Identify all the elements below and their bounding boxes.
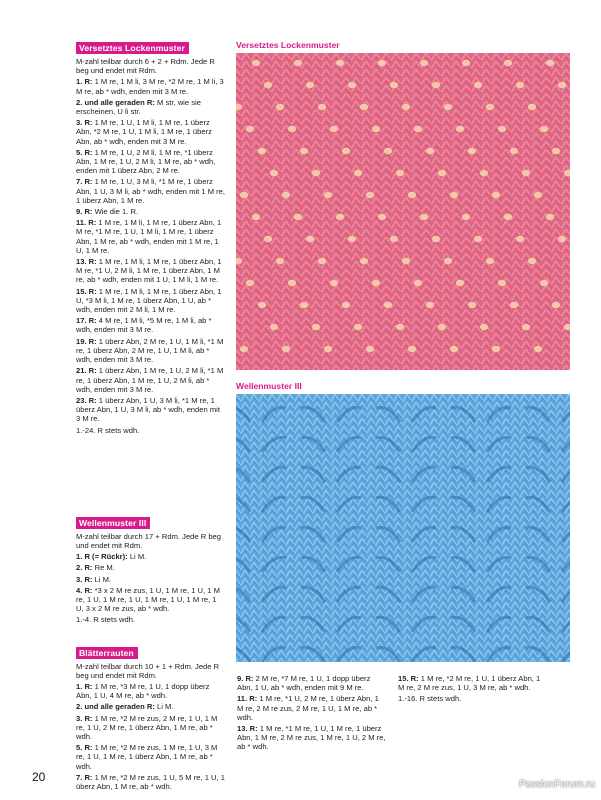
row-text: 1 M re, *1 M re, 1 U, 1 M re, 1 überz Abn, 1 M re, 2 M re zus, 1 M re, 1 U, 2 M re, ab * wdh. (237, 724, 386, 752)
instruction-row (76, 77, 226, 95)
eyelet-hole (366, 346, 374, 352)
row-text: 1 M re, 1 M li, 1 M re, 1 überz Abn, 1 M re, *1 M re, 1 U, 1 M li, 1 M re, 1 überz Abn, 1 M re, ab * wdh, enden mit 1 M re, 1 U, 1 M re. (76, 218, 222, 255)
eyelet-hole (402, 258, 410, 264)
row-text: 2 M re, *7 M re, 1 U, 1 dopp überz Abn, 1 U, ab * wdh, enden mit 9 M re. (237, 674, 371, 693)
eyelet-hole (240, 346, 248, 352)
instruction-row (76, 586, 226, 614)
row-label: 17. R: (76, 316, 97, 326)
instruction-row (76, 118, 226, 146)
instruction-row (76, 714, 226, 742)
eyelet-hole (390, 236, 398, 242)
eyelet-hole (528, 258, 536, 264)
row-text: Li M. (92, 574, 112, 584)
row-text: 1 M re, 1 U, 3 M li, *1 M re, 1 überz Abn, 1 U, 3 M li, ab * wdh, enden mit 1 M re, 1 überz Abn, 1 M re. (76, 177, 225, 205)
eyelet-hole (540, 280, 548, 286)
eyelet-hole (282, 192, 290, 198)
instruction-row (398, 694, 548, 703)
row-text: *3 x 2 M re zus, 1 U, 1 M re, 1 U, 1 M re, 1 U, 1 M re, 1 U, 1 M re, 1 U, 1 M re, 1 U, 3 x 2 M re zus, ab * wdh. (76, 585, 220, 614)
eyelet-hole (492, 192, 500, 198)
eyelet-hole (366, 192, 374, 198)
eyelet-hole (252, 60, 260, 66)
instruction-row (76, 177, 226, 205)
instruction-row (76, 257, 226, 285)
eyelet-hole (420, 214, 428, 220)
row-text: 1 M re, *1 U, 2 M re, 1 überz Abn, 1 M re, 2 M re zus, 2 M re, 1 U, 1 M re, ab * wdh. (237, 694, 379, 722)
row-text: Wie die 1. R. (92, 207, 139, 217)
instruction-row (76, 532, 226, 550)
row-text: 1 überz Abn, 2 M re, 1 U, 1 M li, *1 M re, 1 überz Abn, 2 M re, 1 U, 1 M li, ab * wdh, enden mit 3 M re. (76, 336, 224, 365)
eyelet-hole (510, 148, 518, 154)
eyelet-hole (384, 302, 392, 308)
row-label: 11. R: (237, 694, 258, 704)
eyelet-hole (456, 280, 464, 286)
knit-photo-blue (236, 394, 570, 662)
eyelet-hole (318, 104, 326, 110)
row-label: 1. R (= Rückr): (76, 552, 128, 562)
instructions-lockenmuster (76, 57, 226, 435)
eyelet-hole (294, 60, 302, 66)
instruction-row (237, 674, 387, 692)
row-label: 9. R: (76, 207, 93, 217)
row-text: M-zahl teilbar durch 6 + 2 + Rdm. Jede R beg und endet mit Rdm. (76, 57, 215, 76)
eyelet-hole (504, 214, 512, 220)
eyelet-hole (450, 192, 458, 198)
eyelet-hole (330, 280, 338, 286)
instruction-row (76, 287, 226, 315)
instruction-row (76, 148, 226, 176)
eyelet-hole (534, 346, 542, 352)
eyelet-hole (414, 126, 422, 132)
row-label: 1. R: (76, 681, 93, 691)
eyelet-hole (324, 346, 332, 352)
row-label: 2. und alle geraden R: (76, 97, 155, 107)
watermark: PassionForum.ru (518, 779, 595, 790)
eyelet-hole (306, 236, 314, 242)
eyelet-hole (372, 280, 380, 286)
eyelet-hole (240, 192, 248, 198)
row-label: 19. R: (76, 336, 97, 346)
eyelet-hole (306, 82, 314, 88)
eyelet-hole (330, 126, 338, 132)
row-text: 1 M re, 1 M li, 1 M re, 1 überz Abn, 1 U, *3 M li, 1 M re, 1 überz Abn, 1 U, ab * wdh, enden mit 2 M li, 1 M re. (76, 286, 222, 315)
eyelet-hole (516, 236, 524, 242)
instruction-row (76, 552, 226, 561)
eyelet-hole (486, 104, 494, 110)
instructions-blaetterrauten (76, 662, 226, 792)
eyelet-hole (342, 148, 350, 154)
instruction-row (76, 366, 226, 394)
eyelet-hole (282, 346, 290, 352)
row-label: 5. R: (76, 743, 93, 753)
eyelet-hole (294, 214, 302, 220)
eyelet-hole (360, 258, 368, 264)
row-text: 1 M re, 1 U, 2 M li, 1 M re, *1 überz Abn, 1 M re, 1 U, 2 M li, 1 M re, ab * wdh, enden mit 1 überz Abn, 2 M re. (76, 147, 216, 176)
eyelet-hole (426, 148, 434, 154)
row-text: 1 M re, *3 M re, 1 U, 1 dopp überz Abn, 1 U, 4 M re, ab * wdh. (76, 681, 210, 701)
eyelet-hole (468, 302, 476, 308)
eyelet-hole (396, 170, 404, 176)
eyelet-hole (462, 60, 470, 66)
eyelet-hole (450, 346, 458, 352)
row-label: 1. R: (76, 77, 93, 87)
instruction-row (76, 316, 226, 334)
eyelet-hole (378, 60, 386, 66)
eyelet-hole (312, 324, 320, 330)
eyelet-hole (432, 82, 440, 88)
eyelet-hole (264, 82, 272, 88)
section-title-wellenmuster: Wellenmuster III (76, 517, 150, 529)
eyelet-hole (558, 236, 566, 242)
row-text: M str, wie sie erscheinen, U li str. (76, 97, 201, 117)
eyelet-hole (408, 346, 416, 352)
eyelet-hole (360, 104, 368, 110)
eyelet-hole (270, 170, 278, 176)
eyelet-hole (438, 324, 446, 330)
instructions-continued-mid (237, 674, 387, 754)
eyelet-hole (300, 302, 308, 308)
row-text: Li M. (154, 702, 174, 712)
instruction-row (237, 694, 387, 722)
row-text: Re M. (92, 563, 115, 573)
row-text: 1.-4. R stets wdh. (76, 615, 136, 625)
eyelet-hole (396, 324, 404, 330)
eyelet-hole (480, 170, 488, 176)
row-text: 1 M re, 1 M li, 1 M re, 1 überz Abn, 1 M re, *1 U, 2 M li, 1 M re, 1 überz Abn, 1 M re, ab * wdh, enden mit 1 U, 1 M li, 1 M re. (76, 257, 222, 285)
eyelet-hole (252, 214, 260, 220)
section-title-lockenmuster: Versetztes Lockenmuster (76, 42, 189, 54)
row-label: 11. R: (76, 218, 97, 228)
eyelet-hole (492, 346, 500, 352)
eyelet-hole (384, 148, 392, 154)
row-label: 2. R: (76, 563, 93, 573)
row-label: 9. R: (237, 674, 254, 683)
row-label: 3. R: (76, 574, 93, 584)
eyelet-hole (348, 236, 356, 242)
photo-title-wellenmuster: Wellenmuster III (236, 381, 302, 391)
eyelet-hole (504, 60, 512, 66)
instruction-row (76, 207, 226, 216)
eyelet-hole (534, 192, 542, 198)
eyelet-hole (378, 214, 386, 220)
eyelet-hole (552, 148, 560, 154)
row-label: 3. R: (76, 713, 93, 723)
row-label: 2. und alle geraden R: (76, 702, 155, 712)
row-text: 4 M re, 1 M li, *5 M re, 1 M li, ab * wdh, enden mit 3 M re. (76, 316, 212, 335)
eyelet-hole (336, 214, 344, 220)
eyelet-hole (546, 214, 554, 220)
eyelet-hole (324, 192, 332, 198)
eyelet-hole (456, 126, 464, 132)
eyelet-hole (288, 126, 296, 132)
eyelet-hole (318, 258, 326, 264)
instruction-row (76, 57, 226, 75)
row-label: 7. R: (76, 772, 93, 782)
row-label: 15. R: (398, 674, 419, 683)
eyelet-hole (408, 192, 416, 198)
eyelet-hole (354, 324, 362, 330)
row-label: 15. R: (76, 286, 97, 296)
section-title-blaetterrauten: Blätterrauten (76, 647, 138, 659)
instruction-row (76, 773, 226, 791)
instruction-row (76, 682, 226, 700)
row-text: 1 M re, *2 M re zus, 1 U, 5 M re, 1 U, 1 überz Abn, 1 M re, ab * wdh. (76, 772, 225, 791)
eyelet-hole (486, 258, 494, 264)
eyelet-hole (498, 280, 506, 286)
eyelet-hole (300, 148, 308, 154)
row-text: M-zahl teilbar durch 10 + 1 + Rdm. Jede R beg und endet mit Rdm. (76, 661, 220, 680)
eyelet-hole (540, 126, 548, 132)
eyelet-hole (258, 148, 266, 154)
row-text: 1 überz Abn, 1 M re, 1 U, 2 M li, *1 M re, 1 überz Abn, 1 M re, 1 U, 2 M li, ab * wdh, enden mit 3 M re. (76, 366, 224, 394)
row-text: 1 M re, *2 M re zus, 2 M re, 1 U, 1 M re, 1 U, 2 M re, 1 überz Abn, 1 M re, ab * wdh. (76, 713, 218, 741)
eyelet-hole (462, 214, 470, 220)
row-text: 1 M re, 1 M li, 3 M re, *2 M re, 1 M li, 3 M re, ab * wdh, enden mit 3 M re. (76, 77, 224, 96)
instruction-row (76, 662, 226, 680)
eyelet-hole (552, 302, 560, 308)
row-label: 21. R: (76, 366, 97, 376)
row-label: 3. R: (76, 118, 93, 128)
instructions-continued-right (398, 674, 548, 706)
left-column (76, 38, 226, 793)
eyelet-hole (276, 104, 284, 110)
instruction-row (76, 426, 226, 435)
eyelet-hole (426, 302, 434, 308)
eyelet-hole (402, 104, 410, 110)
eyelet-hole (528, 104, 536, 110)
instruction-row (76, 98, 226, 116)
eyelet-hole (522, 170, 530, 176)
eyelet-hole (288, 280, 296, 286)
row-label: 23. R: (76, 395, 97, 405)
instruction-row (76, 575, 226, 584)
eyelet-hole (474, 82, 482, 88)
eyelet-hole (444, 104, 452, 110)
eyelet-hole (468, 148, 476, 154)
eyelet-hole (510, 302, 518, 308)
eyelet-hole (558, 82, 566, 88)
page-number: 20 (32, 770, 46, 784)
row-text: M-zahl teilbar durch 17 + Rdm. Jede R beg und endet mit Rdm. (76, 531, 221, 550)
instruction-row (76, 743, 226, 771)
instruction-row (237, 724, 387, 752)
row-label: 5. R: (76, 147, 93, 157)
instruction-row (76, 337, 226, 365)
instruction-row (76, 396, 226, 424)
eyelet-hole (276, 258, 284, 264)
photo-title-lockenmuster: Versetztes Lockenmuster (236, 40, 340, 50)
eyelet-hole (420, 60, 428, 66)
instruction-row (76, 702, 226, 711)
row-text: 1.-16. R stets wdh. (398, 694, 462, 704)
eyelet-hole (354, 170, 362, 176)
eyelet-hole (246, 280, 254, 286)
instruction-row (76, 615, 226, 624)
eyelet-hole (480, 324, 488, 330)
row-text: 1 M re, 1 U, 1 M li, 1 M re, 1 überz Abn, *2 M re, 1 U, 1 M li, 1 M re, 1 überz Abn, ab * wdh, enden mit 3 M re. (76, 118, 212, 146)
row-label: 13. R: (237, 724, 258, 734)
row-text: 1.-24. R stets wdh. (76, 425, 140, 435)
eyelet-hole (444, 258, 452, 264)
eyelet-hole (264, 236, 272, 242)
instruction-row (76, 563, 226, 572)
eyelet-hole (246, 126, 254, 132)
row-label: 4. R: (76, 585, 93, 595)
knit-photo-pink (236, 53, 570, 370)
eyelet-hole (414, 280, 422, 286)
eyelet-hole (390, 82, 398, 88)
row-label: 7. R: (76, 177, 93, 187)
row-text: 1 M re, *2 M re, 1 U, 1 überz Abn, 1 M re, 2 M re zus, 1 U, 3 M re, ab * wdh. (398, 674, 541, 693)
row-text: 1 M re, *2 M re zus, 1 M re, 1 U, 3 M re, 1 U, 1 M re, 1 überz Abn, 1 M re, ab * wdh. (76, 743, 218, 771)
eyelet-hole (516, 82, 524, 88)
eyelet-hole (342, 302, 350, 308)
instruction-row (398, 674, 548, 692)
eyelet-hole (372, 126, 380, 132)
row-text: 1 überz Abn, 1 U, 3 M li, *1 M re, 1 überz Abn, 1 U, 3 M li, ab * wdh, enden mit 3 M re. (76, 395, 220, 424)
eyelet-hole (522, 324, 530, 330)
eyelet-hole (258, 302, 266, 308)
eyelet-hole (498, 126, 506, 132)
row-text: Li M. (127, 552, 147, 562)
eyelet-hole (438, 170, 446, 176)
eyelet-hole (348, 82, 356, 88)
instruction-row (76, 218, 226, 255)
eyelet-hole (270, 324, 278, 330)
instructions-wellenmuster (76, 532, 226, 625)
eyelet-hole (474, 236, 482, 242)
eyelet-hole (432, 236, 440, 242)
row-label: 13. R: (76, 257, 97, 267)
eyelet-hole (546, 60, 554, 66)
eyelet-hole (312, 170, 320, 176)
eyelet-hole (336, 60, 344, 66)
